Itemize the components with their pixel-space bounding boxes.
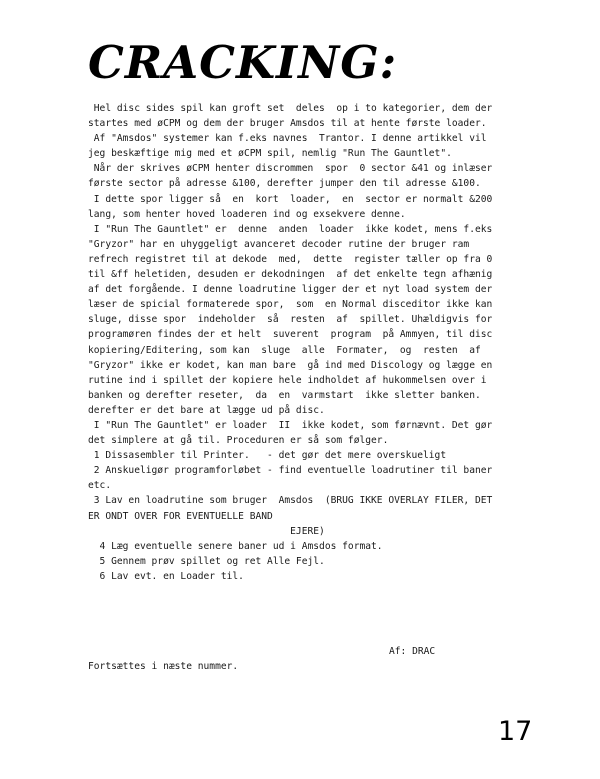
article-line: "Gryzor" har en uhyggeligt avanceret decoder rutine der bruger ram <box>88 238 470 250</box>
article-line: refrech registret til at dekode med, dette register tæller op fra 0 <box>88 253 493 265</box>
article-line: det simplere at gå til. Proceduren er så som følger. <box>88 435 389 447</box>
article-line: startes med øCPM og dem der bruger Amsdos til at hente første loader. <box>88 118 487 130</box>
article-line: kopiering/Editering, som kan sluge alle Formater, og resten af <box>88 344 481 356</box>
article-line: EJERE) <box>88 525 325 537</box>
article-line: programøren findes der et helt suverent program på Ammyen, til disc <box>88 329 493 341</box>
article-line: læser de spicial formaterede spor, som en Normal disceditor ikke kan <box>88 299 493 311</box>
article-line: lang, som henter hoved loaderen ind og exsekvere denne. <box>88 208 406 220</box>
article-line: 1 Dissasembler til Printer. - det gør det mere overskueligt <box>88 450 447 462</box>
article-line: jeg beskæftige mig med et øCPM spil, nemlig "Run The Gauntlet". <box>88 148 452 160</box>
article-line: I "Run The Gauntlet" er denne anden loader ikke kodet, mens f.eks <box>88 223 493 235</box>
article-line: banken og derefter reseter, da en varmstart ikke sletter banken. <box>88 389 481 401</box>
article-line: rutine ind i spillet der kopiere hele indholdet af hukommelsen over i <box>88 374 487 386</box>
article-line: I dette spor ligger så en kort loader, en sector er normalt &200 <box>88 193 493 205</box>
article-title: CRACKING: <box>88 36 398 89</box>
article-line: 2 Anskueligør programforløbet - find eventuelle loadrutiner til baner <box>88 465 493 477</box>
article-line: I "Run The Gauntlet" er loader II ikke kodet, som førnævnt. Det gør <box>88 419 493 431</box>
article-line: "Gryzor" ikke er kodet, kan man bare gå ind med Discology og lægge en <box>88 359 493 371</box>
article-line: Når der skrives øCPM henter discrommen spor 0 sector &41 og inlæser <box>88 163 493 175</box>
article-line: Af "Amsdos" systemer kan f.eks navnes Trantor. I denne artikkel vil <box>88 133 487 145</box>
article-line: 4 Læg eventuelle senere baner ud i Amsdos format. <box>88 540 383 552</box>
article-line: 3 Lav en loadrutine som bruger Amsdos (BRUG IKKE OVERLAY FILER, DET <box>88 495 493 507</box>
author-signature: Af: DRAC <box>389 646 436 657</box>
article-line: Hel disc sides spil kan groft set deles op i to kategorier, dem der <box>88 103 493 114</box>
article-line: 5 Gennem prøv spillet og ret Alle Fejl. <box>88 555 325 567</box>
article-line: første sector på adresse &100, derefter jumper den til adresse &100. <box>88 178 481 190</box>
article-line: etc. <box>88 480 112 492</box>
article-line: 6 Lav evt. en Loader til. <box>88 570 244 582</box>
article-line: derefter er det bare at lægge ud på disc. <box>88 404 325 416</box>
article-line: til &ff heletiden, desuden er dekodningen af det enkelte tegn afhænig <box>88 269 493 281</box>
article-line: af det forgående. I denne loadrutine ligger der et nyt load system der <box>88 284 493 296</box>
page-number: 17 <box>498 716 533 747</box>
article-line: sluge, disse spor indeholder så resten af spillet. Uhældigvis for <box>88 314 493 326</box>
continued-note: Fortsættes i næste nummer. <box>88 661 239 672</box>
article-line: ER ONDT OVER FOR EVENTUELLE BAND <box>88 510 273 522</box>
article-body <box>88 101 493 584</box>
